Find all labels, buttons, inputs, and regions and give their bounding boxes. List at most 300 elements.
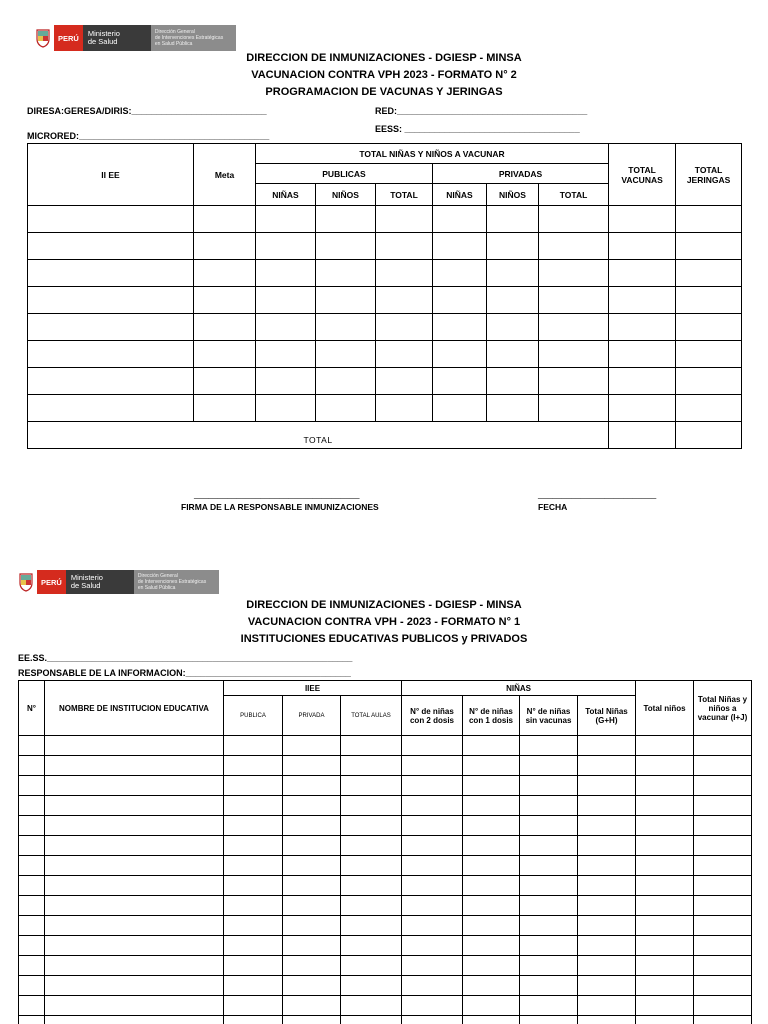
entry-cell[interactable] xyxy=(578,776,636,796)
entry-cell[interactable] xyxy=(45,856,224,876)
entry-cell[interactable] xyxy=(316,395,376,422)
entry-cell[interactable] xyxy=(636,836,694,856)
entry-cell[interactable] xyxy=(520,736,578,756)
entry-cell[interactable] xyxy=(636,916,694,936)
header-total-ninas: Total Niñas (G+H) xyxy=(578,696,636,736)
entry-cell[interactable] xyxy=(636,776,694,796)
entry-cell[interactable] xyxy=(433,287,487,314)
entry-cell[interactable] xyxy=(402,836,463,856)
entry-cell[interactable] xyxy=(402,896,463,916)
programacion-table xyxy=(27,143,742,449)
entry-cell[interactable] xyxy=(578,736,636,756)
entry-cell[interactable] xyxy=(487,341,539,368)
entry-cell[interactable] xyxy=(283,916,341,936)
entry-cell[interactable] xyxy=(520,756,578,776)
entry-cell[interactable] xyxy=(636,856,694,876)
entry-cell[interactable] xyxy=(341,956,402,976)
entry-cell[interactable] xyxy=(433,368,487,395)
entry-cell[interactable] xyxy=(636,736,694,756)
peru-label: PERÚ xyxy=(37,570,66,594)
entry-cell[interactable] xyxy=(487,314,539,341)
entry-cell[interactable] xyxy=(487,260,539,287)
entry-cell[interactable] xyxy=(341,816,402,836)
entry-cell[interactable] xyxy=(19,1016,45,1024)
entry-cell[interactable] xyxy=(224,756,283,776)
minsa-logo xyxy=(32,25,236,51)
entry-cell[interactable] xyxy=(694,776,752,796)
table-row xyxy=(19,936,752,956)
entry-cell[interactable] xyxy=(45,916,224,936)
form2-title-1: DIRECCION DE INMUNIZACIONES - DGIESP - MINSA xyxy=(246,52,522,64)
entry-cell[interactable] xyxy=(402,876,463,896)
entry-cell[interactable] xyxy=(224,1016,283,1024)
entry-cell[interactable] xyxy=(283,776,341,796)
entry-cell[interactable] xyxy=(463,936,520,956)
entry-cell[interactable] xyxy=(19,736,45,756)
entry-cell[interactable] xyxy=(45,816,224,836)
entry-cell[interactable] xyxy=(694,916,752,936)
footer-total-vacunas-cell[interactable] xyxy=(609,422,676,449)
entry-cell[interactable] xyxy=(256,314,316,341)
entry-cell[interactable] xyxy=(224,976,283,996)
entry-cell[interactable] xyxy=(224,896,283,916)
entry-cell[interactable] xyxy=(19,796,45,816)
entry-cell[interactable] xyxy=(224,856,283,876)
entry-cell[interactable] xyxy=(487,206,539,233)
entry-cell[interactable] xyxy=(45,776,224,796)
table-row xyxy=(19,736,752,756)
entry-cell[interactable] xyxy=(45,976,224,996)
entry-cell[interactable] xyxy=(28,395,194,422)
entry-cell[interactable] xyxy=(694,896,752,916)
entry-cell[interactable] xyxy=(609,395,676,422)
header-ninas-sin-vacunas: N° de niñas sin vacunas xyxy=(520,696,578,736)
responsable-field[interactable]: RESPONSABLE DE LA INFORMACION:_________________________________ xyxy=(18,668,351,678)
entry-cell[interactable] xyxy=(402,796,463,816)
entry-cell[interactable] xyxy=(194,287,256,314)
entry-cell[interactable] xyxy=(433,341,487,368)
header-total-ninos: Total niños xyxy=(636,681,694,736)
table-row xyxy=(28,287,742,314)
eess-field-2[interactable]: EE.SS._____________________________________________________________ xyxy=(18,653,353,663)
entry-cell[interactable] xyxy=(463,996,520,1016)
direccion-general-label: Dirección General de Intervenciones Estratégicas en Salud Pública xyxy=(151,25,236,51)
entry-cell[interactable] xyxy=(539,395,609,422)
entry-cell[interactable] xyxy=(283,816,341,836)
entry-cell[interactable] xyxy=(45,836,224,856)
entry-cell[interactable] xyxy=(224,876,283,896)
form2-title-2: VACUNACION CONTRA VPH 2023 - FORMATO N° 2 xyxy=(251,69,517,81)
entry-cell[interactable] xyxy=(487,233,539,260)
entry-cell[interactable] xyxy=(283,956,341,976)
entry-cell[interactable] xyxy=(636,816,694,836)
entry-cell[interactable] xyxy=(676,206,742,233)
header-ninas-2dosis: N° de niñas con 2 dosis xyxy=(402,696,463,736)
table-row xyxy=(19,796,752,816)
header-iiee: II EE xyxy=(28,144,194,206)
entry-cell[interactable] xyxy=(520,976,578,996)
entry-cell[interactable] xyxy=(636,876,694,896)
entry-cell[interactable] xyxy=(694,876,752,896)
entry-cell[interactable] xyxy=(341,896,402,916)
entry-cell[interactable] xyxy=(539,314,609,341)
entry-cell[interactable] xyxy=(676,395,742,422)
entry-cell[interactable] xyxy=(376,395,433,422)
entry-cell[interactable] xyxy=(578,1016,636,1024)
entry-cell[interactable] xyxy=(463,736,520,756)
entry-cell[interactable] xyxy=(539,233,609,260)
entry-cell[interactable] xyxy=(463,896,520,916)
footer-total-jeringas-cell[interactable] xyxy=(676,422,742,449)
entry-cell[interactable] xyxy=(341,776,402,796)
entry-cell[interactable] xyxy=(609,341,676,368)
eess-field[interactable]: EESS: ___________________________________ xyxy=(375,124,580,134)
entry-cell[interactable] xyxy=(578,956,636,976)
entry-cell[interactable] xyxy=(283,896,341,916)
entry-cell[interactable] xyxy=(520,1016,578,1024)
entry-cell[interactable] xyxy=(19,856,45,876)
entry-cell[interactable] xyxy=(578,976,636,996)
entry-cell[interactable] xyxy=(578,936,636,956)
entry-cell[interactable] xyxy=(341,996,402,1016)
entry-cell[interactable] xyxy=(28,314,194,341)
entry-cell[interactable] xyxy=(283,1016,341,1024)
entry-cell[interactable] xyxy=(578,896,636,916)
entry-cell[interactable] xyxy=(224,796,283,816)
entry-cell[interactable] xyxy=(578,796,636,816)
entry-cell[interactable] xyxy=(45,996,224,1016)
entry-cell[interactable] xyxy=(402,976,463,996)
entry-cell[interactable] xyxy=(341,796,402,816)
entry-cell[interactable] xyxy=(578,876,636,896)
entry-cell[interactable] xyxy=(520,896,578,916)
entry-cell[interactable] xyxy=(45,756,224,776)
entry-cell[interactable] xyxy=(463,756,520,776)
entry-cell[interactable] xyxy=(636,1016,694,1024)
entry-cell[interactable] xyxy=(28,341,194,368)
table-row xyxy=(19,1016,752,1024)
entry-cell[interactable] xyxy=(636,756,694,776)
entry-cell[interactable] xyxy=(520,836,578,856)
entry-cell[interactable] xyxy=(316,206,376,233)
entry-cell[interactable] xyxy=(19,996,45,1016)
entry-cell[interactable] xyxy=(28,368,194,395)
entry-cell[interactable] xyxy=(341,876,402,896)
entry-cell[interactable] xyxy=(45,896,224,916)
entry-cell[interactable] xyxy=(539,206,609,233)
entry-cell[interactable] xyxy=(520,776,578,796)
entry-cell[interactable] xyxy=(341,916,402,936)
table-row xyxy=(28,206,742,233)
entry-cell[interactable] xyxy=(463,916,520,936)
entry-cell[interactable] xyxy=(539,260,609,287)
table-row xyxy=(19,776,752,796)
entry-cell[interactable] xyxy=(694,736,752,756)
header-ninas-1dosis: N° de niñas con 1 dosis xyxy=(463,696,520,736)
table-row xyxy=(19,956,752,976)
entry-cell[interactable] xyxy=(433,206,487,233)
entry-cell[interactable] xyxy=(283,976,341,996)
entry-cell[interactable] xyxy=(433,395,487,422)
date-label: FECHA xyxy=(538,502,568,512)
entry-cell[interactable] xyxy=(224,816,283,836)
entry-cell[interactable] xyxy=(402,736,463,756)
entry-cell[interactable] xyxy=(28,206,194,233)
entry-cell[interactable] xyxy=(520,876,578,896)
entry-cell[interactable] xyxy=(694,856,752,876)
table-row xyxy=(19,756,752,776)
entry-cell[interactable] xyxy=(609,206,676,233)
entry-cell[interactable] xyxy=(45,956,224,976)
entry-cell[interactable] xyxy=(341,1016,402,1024)
entry-cell[interactable] xyxy=(256,233,316,260)
entry-cell[interactable] xyxy=(341,736,402,756)
entry-cell[interactable] xyxy=(194,233,256,260)
header-privadas: PRIVADAS xyxy=(433,164,609,184)
header-publicas-ninos: NIÑOS xyxy=(316,184,376,206)
entry-cell[interactable] xyxy=(45,736,224,756)
entry-cell[interactable] xyxy=(19,976,45,996)
entry-cell[interactable] xyxy=(45,876,224,896)
entry-cell[interactable] xyxy=(520,916,578,936)
entry-cell[interactable] xyxy=(316,260,376,287)
entry-cell[interactable] xyxy=(609,287,676,314)
form1-title-1: DIRECCION DE INMUNIZACIONES - DGIESP - MINSA xyxy=(246,599,522,611)
entry-cell[interactable] xyxy=(45,796,224,816)
entry-cell[interactable] xyxy=(19,956,45,976)
entry-cell[interactable] xyxy=(256,206,316,233)
entry-cell[interactable] xyxy=(402,816,463,836)
entry-cell[interactable] xyxy=(256,287,316,314)
entry-cell[interactable] xyxy=(28,287,194,314)
entry-cell[interactable] xyxy=(676,314,742,341)
entry-cell[interactable] xyxy=(487,395,539,422)
table-row xyxy=(28,233,742,260)
entry-cell[interactable] xyxy=(194,395,256,422)
entry-cell[interactable] xyxy=(376,314,433,341)
entry-cell[interactable] xyxy=(224,736,283,756)
entry-cell[interactable] xyxy=(224,996,283,1016)
entry-cell[interactable] xyxy=(463,956,520,976)
table-row xyxy=(28,395,742,422)
entry-cell[interactable] xyxy=(578,916,636,936)
table-row xyxy=(19,876,752,896)
entry-cell[interactable] xyxy=(194,206,256,233)
date-line: _________________________ xyxy=(538,489,657,499)
table-row xyxy=(19,836,752,856)
entry-cell[interactable] xyxy=(402,956,463,976)
entry-cell[interactable] xyxy=(224,956,283,976)
header-privada: PRIVADA xyxy=(283,696,341,736)
entry-cell[interactable] xyxy=(463,856,520,876)
entry-cell[interactable] xyxy=(19,836,45,856)
entry-cell[interactable] xyxy=(520,796,578,816)
entry-cell[interactable] xyxy=(19,756,45,776)
entry-cell[interactable] xyxy=(433,233,487,260)
entry-cell[interactable] xyxy=(636,796,694,816)
entry-cell[interactable] xyxy=(341,936,402,956)
entry-cell[interactable] xyxy=(694,976,752,996)
entry-cell[interactable] xyxy=(520,936,578,956)
entry-cell[interactable] xyxy=(694,996,752,1016)
table-row xyxy=(28,368,742,395)
entry-cell[interactable] xyxy=(402,776,463,796)
entry-cell[interactable] xyxy=(578,756,636,776)
entry-cell[interactable] xyxy=(636,956,694,976)
header-n: N° xyxy=(19,681,45,736)
entry-cell[interactable] xyxy=(609,233,676,260)
entry-cell[interactable] xyxy=(256,368,316,395)
entry-cell[interactable] xyxy=(609,368,676,395)
entry-cell[interactable] xyxy=(283,836,341,856)
entry-cell[interactable] xyxy=(194,368,256,395)
form1-title-3: INSTITUCIONES EDUCATIVAS PUBLICOS y PRIVADOS xyxy=(240,633,528,645)
entry-cell[interactable] xyxy=(194,260,256,287)
entry-cell[interactable] xyxy=(224,836,283,856)
signature-line: ___________________________________ xyxy=(194,489,360,499)
signature-label: FIRMA DE LA RESPONSABLE INMUNIZACIONES xyxy=(181,502,379,512)
header-publicas-total: TOTAL xyxy=(376,184,433,206)
entry-cell[interactable] xyxy=(676,260,742,287)
entry-cell[interactable] xyxy=(283,876,341,896)
entry-cell[interactable] xyxy=(341,856,402,876)
entry-cell[interactable] xyxy=(376,233,433,260)
table-row xyxy=(19,816,752,836)
entry-cell[interactable] xyxy=(463,1016,520,1024)
entry-cell[interactable] xyxy=(520,956,578,976)
entry-cell[interactable] xyxy=(463,776,520,796)
entry-cell[interactable] xyxy=(28,260,194,287)
entry-cell[interactable] xyxy=(402,916,463,936)
microred-field[interactable]: MICRORED:______________________________________ xyxy=(27,131,270,141)
entry-cell[interactable] xyxy=(609,314,676,341)
table-row xyxy=(19,896,752,916)
entry-cell[interactable] xyxy=(487,287,539,314)
entry-cell[interactable] xyxy=(609,260,676,287)
entry-cell[interactable] xyxy=(520,816,578,836)
entry-cell[interactable] xyxy=(433,314,487,341)
entry-cell[interactable] xyxy=(636,976,694,996)
entry-cell[interactable] xyxy=(694,796,752,816)
entry-cell[interactable] xyxy=(224,916,283,936)
entry-cell[interactable] xyxy=(636,996,694,1016)
entry-cell[interactable] xyxy=(636,936,694,956)
entry-cell[interactable] xyxy=(402,756,463,776)
entry-cell[interactable] xyxy=(539,287,609,314)
red-field[interactable]: RED:______________________________________ xyxy=(375,106,588,116)
entry-cell[interactable] xyxy=(45,936,224,956)
entry-cell[interactable] xyxy=(433,260,487,287)
entry-cell[interactable] xyxy=(694,936,752,956)
entry-cell[interactable] xyxy=(376,206,433,233)
entry-cell[interactable] xyxy=(463,796,520,816)
entry-cell[interactable] xyxy=(376,368,433,395)
header-ninas-group: NIÑAS xyxy=(402,681,636,696)
entry-cell[interactable] xyxy=(676,341,742,368)
entry-cell[interactable] xyxy=(194,341,256,368)
entry-cell[interactable] xyxy=(402,856,463,876)
entry-cell[interactable] xyxy=(539,368,609,395)
diresa-field[interactable]: DIRESA:GERESA/DIRIS:___________________________ xyxy=(27,106,267,116)
entry-cell[interactable] xyxy=(341,836,402,856)
entry-cell[interactable] xyxy=(463,976,520,996)
entry-cell[interactable] xyxy=(694,756,752,776)
entry-cell[interactable] xyxy=(694,836,752,856)
entry-cell[interactable] xyxy=(316,314,376,341)
entry-cell[interactable] xyxy=(316,368,376,395)
entry-cell[interactable] xyxy=(283,996,341,1016)
entry-cell[interactable] xyxy=(341,976,402,996)
entry-cell[interactable] xyxy=(463,876,520,896)
table-row xyxy=(28,260,742,287)
entry-cell[interactable] xyxy=(520,856,578,876)
entry-cell[interactable] xyxy=(283,936,341,956)
entry-cell[interactable] xyxy=(256,395,316,422)
entry-cell[interactable] xyxy=(578,836,636,856)
entry-cell[interactable] xyxy=(19,936,45,956)
entry-cell[interactable] xyxy=(316,233,376,260)
entry-cell[interactable] xyxy=(636,896,694,916)
entry-cell[interactable] xyxy=(578,996,636,1016)
entry-cell[interactable] xyxy=(694,956,752,976)
entry-cell[interactable] xyxy=(402,1016,463,1024)
entry-cell[interactable] xyxy=(256,341,316,368)
entry-cell[interactable] xyxy=(676,368,742,395)
entry-cell[interactable] xyxy=(376,341,433,368)
peru-crest-icon xyxy=(15,570,37,594)
table-row xyxy=(19,856,752,876)
entry-cell[interactable] xyxy=(578,816,636,836)
entry-cell[interactable] xyxy=(283,756,341,776)
entry-cell[interactable] xyxy=(256,260,316,287)
entry-cell[interactable] xyxy=(45,1016,224,1024)
entry-cell[interactable] xyxy=(194,314,256,341)
entry-cell[interactable] xyxy=(463,836,520,856)
entry-cell[interactable] xyxy=(341,756,402,776)
entry-cell[interactable] xyxy=(402,936,463,956)
entry-cell[interactable] xyxy=(283,736,341,756)
entry-cell[interactable] xyxy=(539,341,609,368)
entry-cell[interactable] xyxy=(224,776,283,796)
header-privadas-ninos: NIÑOS xyxy=(487,184,539,206)
entry-cell[interactable] xyxy=(676,233,742,260)
entry-cell[interactable] xyxy=(376,260,433,287)
entry-cell[interactable] xyxy=(19,776,45,796)
header-total-jeringas: TOTAL JERINGAS xyxy=(676,144,742,206)
header-iiee-group: IIEE xyxy=(224,681,402,696)
entry-cell[interactable] xyxy=(520,996,578,1016)
entry-cell[interactable] xyxy=(19,896,45,916)
entry-cell[interactable] xyxy=(676,287,742,314)
entry-cell[interactable] xyxy=(28,233,194,260)
entry-cell[interactable] xyxy=(316,341,376,368)
entry-cell[interactable] xyxy=(224,936,283,956)
entry-cell[interactable] xyxy=(19,816,45,836)
entry-cell[interactable] xyxy=(694,1016,752,1024)
header-total-aulas: TOTAL AULAS xyxy=(341,696,402,736)
entry-cell[interactable] xyxy=(487,368,539,395)
entry-cell[interactable] xyxy=(402,996,463,1016)
entry-cell[interactable] xyxy=(578,856,636,876)
entry-cell[interactable] xyxy=(283,796,341,816)
entry-cell[interactable] xyxy=(694,816,752,836)
entry-cell[interactable] xyxy=(463,816,520,836)
entry-cell[interactable] xyxy=(376,287,433,314)
entry-cell[interactable] xyxy=(283,856,341,876)
entry-cell[interactable] xyxy=(19,916,45,936)
entry-cell[interactable] xyxy=(316,287,376,314)
entry-cell[interactable] xyxy=(19,876,45,896)
